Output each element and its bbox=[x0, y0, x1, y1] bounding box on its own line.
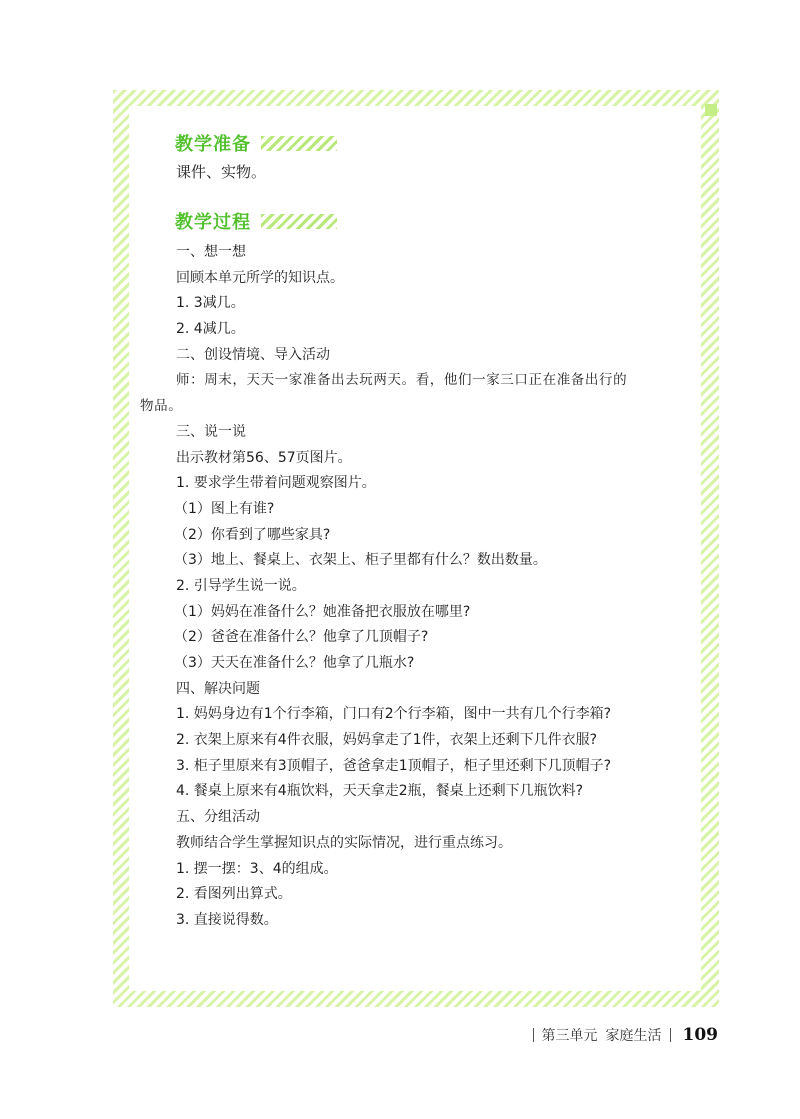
page-number: 109 bbox=[682, 1025, 718, 1045]
list-item: 3. 直接说得数。 bbox=[176, 911, 278, 928]
footer-divider bbox=[670, 1028, 671, 1042]
lesson-process-body bbox=[140, 240, 685, 934]
page-footer bbox=[533, 1025, 719, 1045]
sub-list-item: （1）妈妈在准备什么？她准备把衣服放在哪里? bbox=[174, 603, 471, 620]
text-line: 回顾本单元所学的知识点。 bbox=[176, 269, 344, 286]
footer-divider bbox=[533, 1028, 534, 1042]
list-item: 1. 摆一摆：3、4的组成。 bbox=[176, 860, 338, 877]
heading-stripe-decoration bbox=[261, 136, 337, 151]
heading-stripe-decoration bbox=[261, 214, 337, 229]
footer-unit-label: 第三单元 bbox=[541, 1028, 598, 1044]
sub-list-item: （2）你看到了哪些家具? bbox=[174, 526, 331, 543]
list-item: 4. 餐桌上原来有4瓶饮料，天天拿走2瓶，餐桌上还剩下几瓶饮料? bbox=[176, 783, 584, 800]
prep-materials-text: 课件、实物。 bbox=[176, 163, 267, 181]
heading-teaching-process bbox=[175, 208, 337, 234]
section-speak: 三、说一说 bbox=[176, 423, 246, 440]
heading-process-text: 教学过程 bbox=[175, 212, 251, 233]
teacher-speech-continuation: 物品。 bbox=[140, 398, 183, 415]
list-item: 3. 柜子里原来有3顶帽子，爸爸拿走1顶帽子，柜子里还剩下几顶帽子? bbox=[176, 757, 612, 774]
list-item: 1. 要求学生带着问题观察图片。 bbox=[176, 475, 376, 492]
sub-list-item: （3）天天在准备什么？他拿了几瓶水? bbox=[174, 655, 415, 671]
heading-teaching-prep bbox=[175, 130, 337, 156]
section-solve-problems: 四、解决问题 bbox=[176, 680, 260, 697]
heading-prep-text: 教学准备 bbox=[175, 134, 251, 155]
section-group-activity: 五、分组活动 bbox=[176, 809, 260, 826]
list-item: 2. 看图列出算式。 bbox=[176, 886, 292, 903]
sub-list-item: （1）图上有谁? bbox=[174, 500, 275, 517]
list-item: 2. 4减几。 bbox=[176, 321, 245, 338]
list-item: 1. 妈妈身边有1个行李箱，门口有2个行李箱，图中一共有几个行李箱? bbox=[176, 706, 612, 723]
list-item: 2. 引导学生说一说。 bbox=[176, 577, 306, 594]
section-create-scenario: 二、创设情境、导入活动 bbox=[176, 346, 330, 363]
list-item: 2. 衣架上原来有4件衣服，妈妈拿走了1件，衣架上还剩下几件衣服? bbox=[176, 732, 598, 749]
frame-corner-tab bbox=[705, 104, 717, 116]
text-line: 出示教材第56、57页图片。 bbox=[176, 449, 352, 466]
footer-section-label: 家庭生活 bbox=[605, 1028, 662, 1044]
section-think: 一、想一想 bbox=[176, 244, 246, 260]
teacher-speech-line: 师：周末，天天一家准备出去玩两天。看，他们一家三口正在准备出行的 bbox=[176, 372, 628, 389]
sub-list-item: （3）地上、餐桌上、衣架上、柜子里都有什么？数出数量。 bbox=[174, 552, 547, 569]
sub-list-item: （2）爸爸在准备什么？他拿了几顶帽子? bbox=[174, 629, 429, 646]
list-item: 1. 3减几。 bbox=[176, 295, 245, 312]
text-line: 教师结合学生掌握知识点的实际情况，进行重点练习。 bbox=[176, 834, 512, 851]
